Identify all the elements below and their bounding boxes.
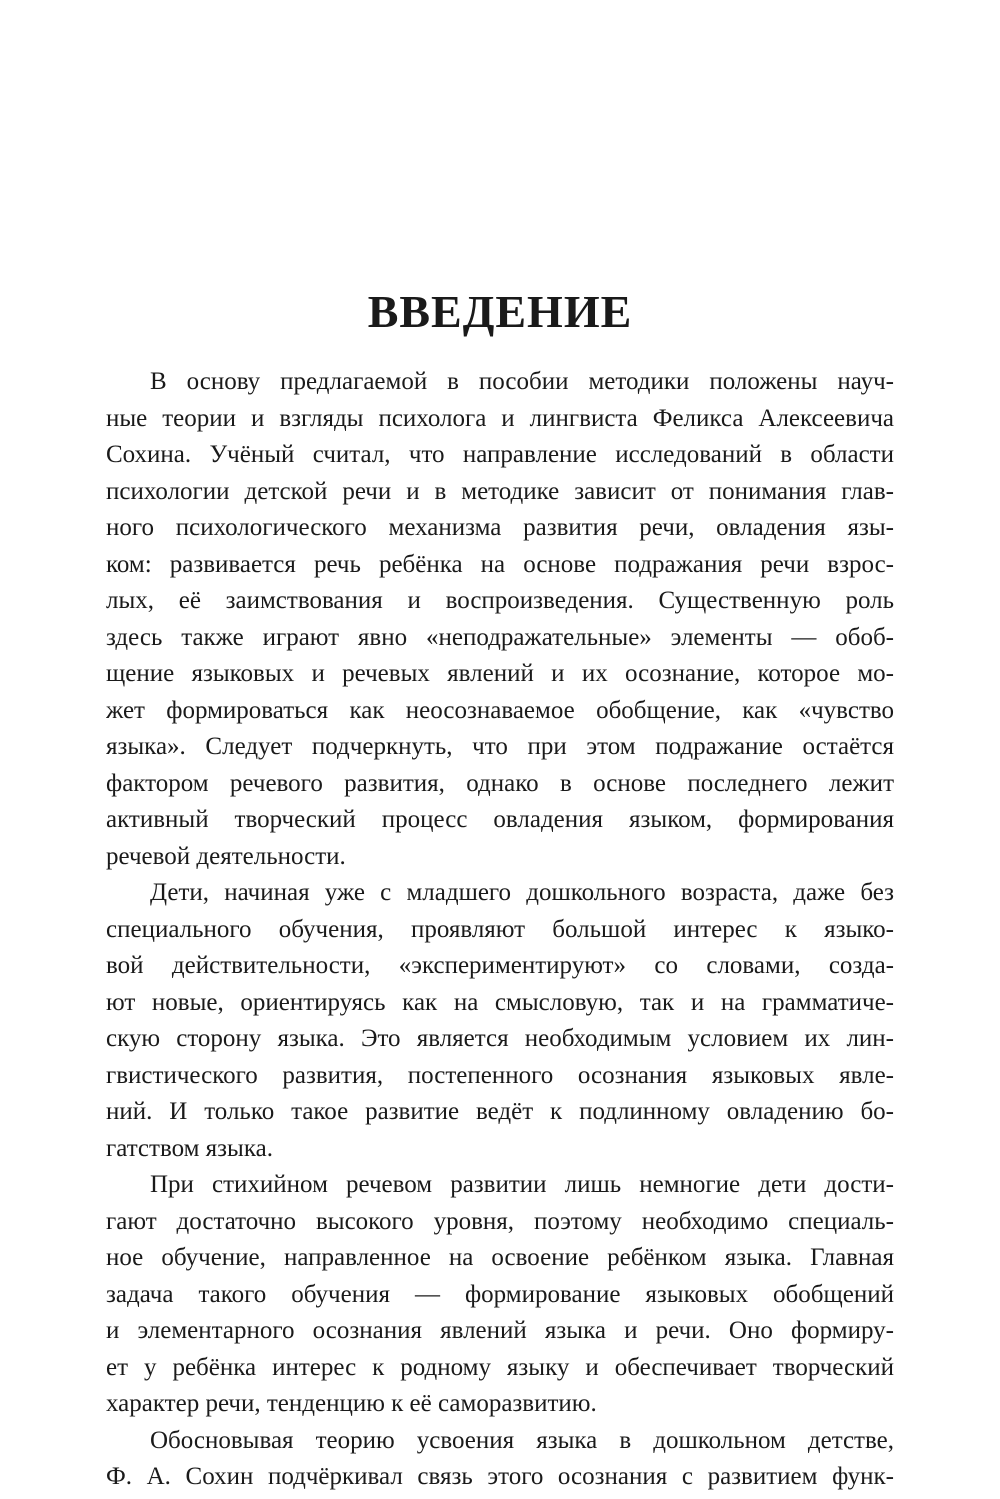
text-line: жет формироваться как неосознаваемое обобщение, как «чувство [106, 696, 894, 724]
text-line: ний. И только такое развитие ведёт к подлинному овладению бо- [106, 1098, 894, 1125]
text-line: активный творческий процесс овладения языком, формирования [106, 806, 894, 833]
text-line: Обосновывая теорию усвоения языка в дошкольном детстве, [150, 1426, 894, 1454]
text-line: вой действительности, «экспериментируют» со словами, созда- [106, 952, 894, 979]
text-line: фактором речевого развития, однако в основе последнего лежит [106, 769, 894, 797]
text-line: ком: развивается речь ребёнка на основе подражания речи взрос- [106, 550, 894, 578]
chapter-title: ВВЕДЕНИЕ [367, 286, 633, 337]
text-line: речевой деятельности. [106, 842, 346, 870]
text-line: психологии детской речи и в методике зависит от понимания глав- [106, 477, 894, 505]
text-line: Сохина. Учёный считал, что направление исследований в области [106, 441, 894, 468]
text-line: ют новые, ориентируясь как на смысловую, так и на грамматиче- [106, 988, 894, 1016]
text-line: ет у ребёнка интерес к родному языку и обеспечивает творческий [106, 1353, 894, 1381]
text-line: При стихийном речевом развитии лишь немногие дети дости- [150, 1171, 894, 1198]
text-line: Дети, начиная уже с младшего дошкольного возраста, даже без [150, 879, 894, 906]
text-line: Ф. А. Сохин подчёркивал связь этого осознания с развитием функ- [106, 1463, 894, 1490]
text-line: щение языковых и речевых явлений и их осознание, которое мо- [106, 660, 894, 687]
text-line: характер речи, тенденцию к её саморазвитию. [106, 1390, 597, 1417]
text-line: и элементарного осознания явлений языка и речи. Оно формиру- [106, 1317, 894, 1344]
text-line: гатством языка. [106, 1134, 273, 1162]
text-line: языка». Следует подчеркнуть, что при этом подражание остаётся [106, 733, 894, 760]
text-line: ного психологического механизма развития речи, овладения язы- [106, 514, 894, 541]
body-text [106, 364, 894, 1496]
text-line: ное обучение, направленное на освоение ребёнком языка. Главная [106, 1244, 894, 1271]
text-line: здесь также играют явно «неподражательные» элементы — обоб- [106, 623, 894, 651]
text-line: гвистического развития, постепенного осознания языковых явле- [106, 1061, 894, 1089]
text-line: специального обучения, проявляют большой интерес к языко- [106, 915, 894, 943]
text-line: задача такого обучения — формирование языковых обобщений [106, 1280, 894, 1308]
text-line: ные теории и взгляды психолога и лингвиста Феликса Алексеевича [106, 404, 894, 432]
text-line: лых, её заимствования и воспроизведения. Существенную роль [106, 587, 894, 614]
text-line: В основу предлагаемой в пособии методики положены науч- [150, 368, 894, 395]
text-line: гают достаточно высокого уровня, поэтому необходимо специаль- [106, 1207, 894, 1235]
text-line: скую сторону языка. Это является необходимым условием их лин- [106, 1025, 894, 1052]
